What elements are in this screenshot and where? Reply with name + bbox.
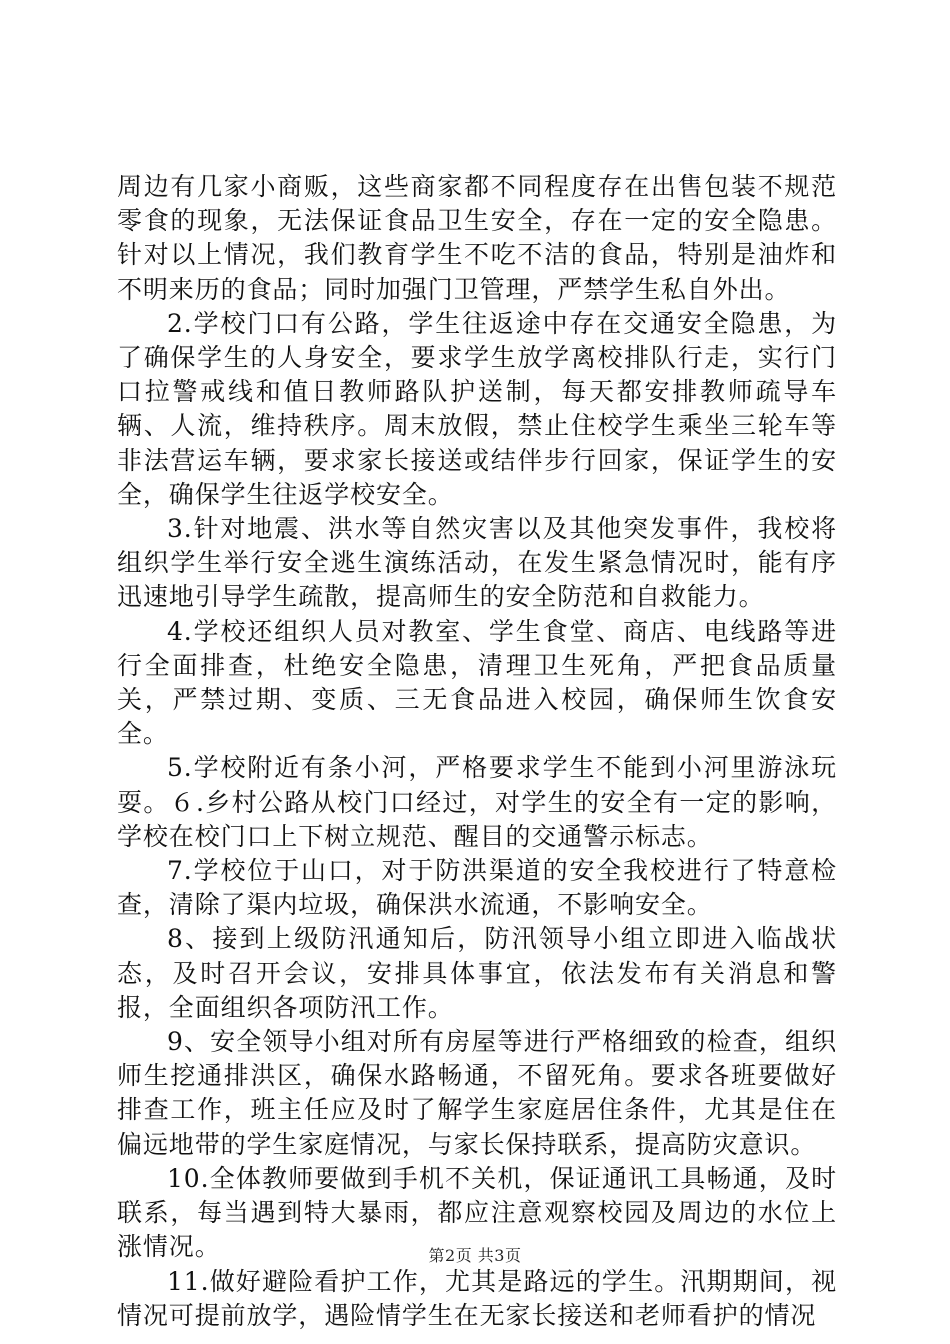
paragraph-item-11: 11.做好避险看护工作，尤其是路远的学生。汛期期间，视情况可提前放学，遇险情学生在无家长接送和老师看护的情况 bbox=[117, 1266, 837, 1330]
page-footer bbox=[0, 1246, 950, 1266]
paragraph-item-4: 4.学校还组织人员对教室、学生食堂、商店、电线路等进行全面排查，杜绝安全隐患，清理卫生死角，严把食品质量关，严禁过期、变质、三无食品进入校园，确保师生饮食安全。 bbox=[117, 616, 837, 749]
paragraph-item-9: 9、安全领导小组对所有房屋等进行严格细致的检查，组织师生挖通排洪区，确保水路畅通，不留死角。要求各班要做好排查工作，班主任应及时了解学生家庭居住条件，尤其是住在偏远地带的学生家庭情况，与家长保持联系，提高防灾意识。 bbox=[117, 1027, 837, 1159]
paragraph-continuation: 周边有几家小商贩，这些商家都不同程度存在出售包装不规范零食的现象，无法保证食品卫生安全，存在一定的安全隐患。针对以上情况，我们教育学生不吃不洁的食品，特别是油炸和不明来历的食品；同时加强门卫管理，严禁学生私自外出。 bbox=[117, 172, 837, 304]
document-body bbox=[117, 170, 837, 1333]
paragraph-item-2: 2.学校门口有公路，学生往返途中存在交通安全隐患，为了确保学生的人身安全，要求学生放学离校排队行走，实行门口拉警戒线和值日教师路队护送制，每天都安排教师疏导车辆、人流，维持秩序。周末放假，禁止住校学生乘坐三轮车等非法营运车辆，要求家长接送或结伴步行回家，保证学生的安全，确保学生往返学校安全。 bbox=[117, 308, 837, 509]
paragraph-item-5-6: 5.学校附近有条小河，严格要求学生不能到小河里游泳玩耍。６.乡村公路从校门口经过，对学生的安全有一定的影响，学校在校门口上下树立规范、醒目的交通警示标志。 bbox=[117, 753, 837, 851]
paragraph-item-8: 8、接到上级防汛通知后，防汛领导小组立即进入临战状态，及时召开会议，安排具体事宜，依法发布有关消息和警报，全面组织各项防汛工作。 bbox=[117, 924, 837, 1022]
paragraph-item-10: 10.全体教师要做到手机不关机，保证通讯工具畅通，及时联系，每当遇到特大暴雨，都应注意观察校园及周边的水位上涨情况。 bbox=[117, 1163, 837, 1262]
page-number-label: 第2页 共3页 bbox=[428, 1246, 522, 1265]
paragraph-item-7: 7.学校位于山口，对于防洪渠道的安全我校进行了特意检查，清除了渠内垃圾，确保洪水流通，不影响安全。 bbox=[117, 856, 837, 920]
paragraph-item-3: 3.针对地震、洪水等自然灾害以及其他突发事件，我校将组织学生举行安全逃生演练活动，在发生紧急情况时，能有序迅速地引导学生疏散，提高师生的安全防范和自救能力。 bbox=[117, 514, 837, 612]
